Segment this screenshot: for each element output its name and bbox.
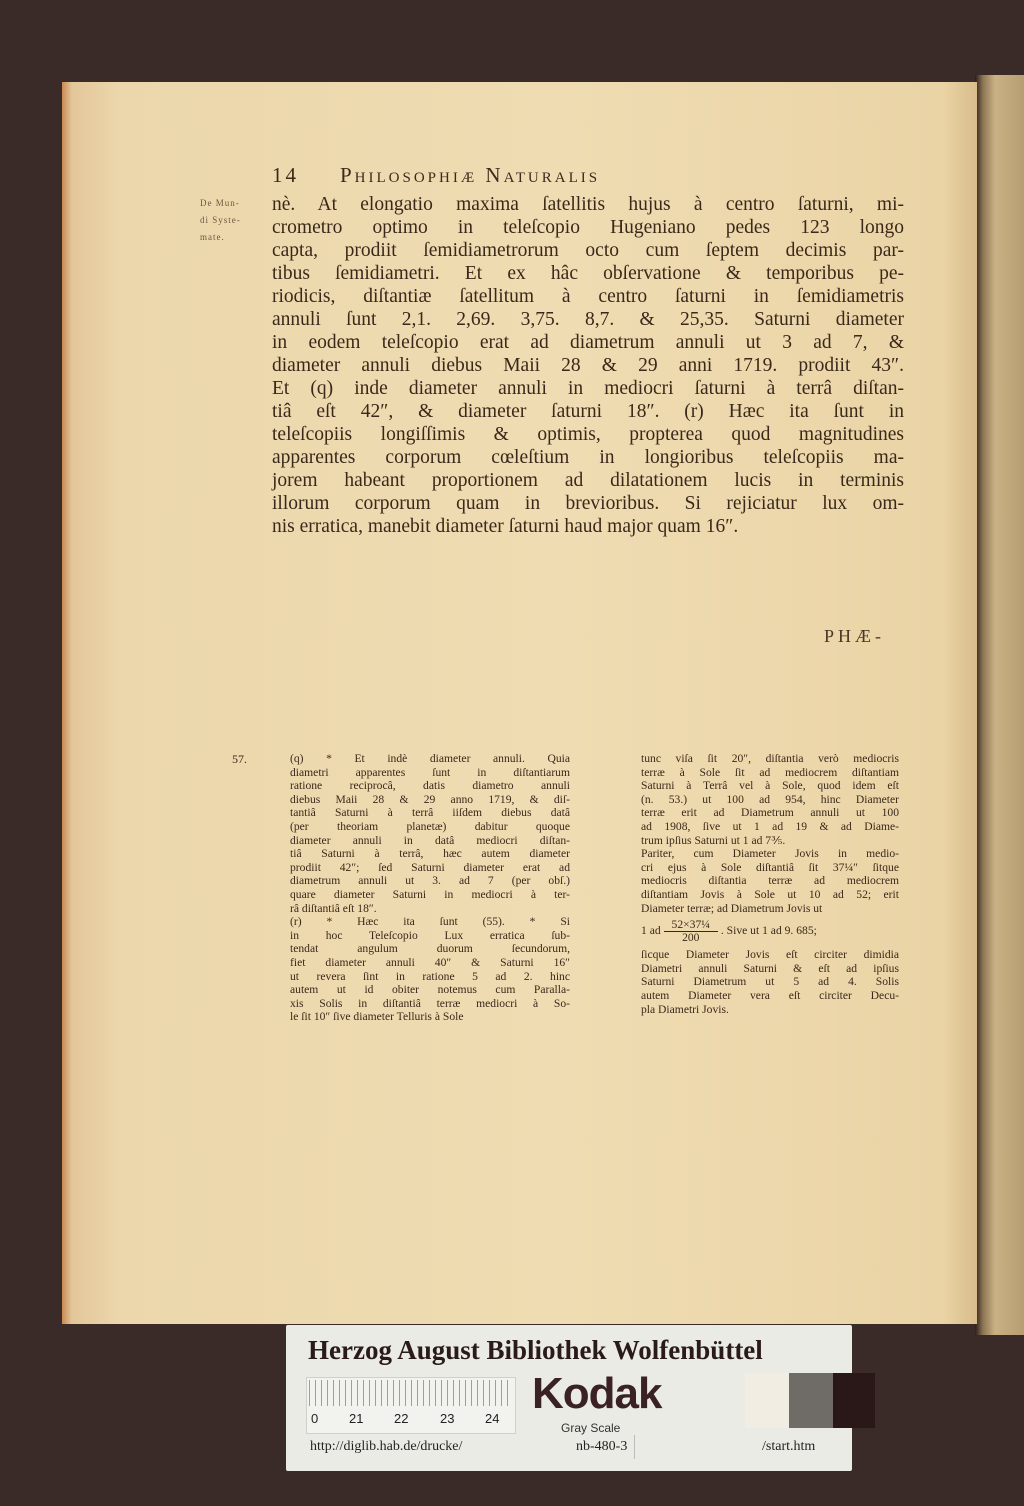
shelfmark: nb-480-3 — [576, 1439, 628, 1454]
text-line: diameter annuli diebus Maii 28 & 29 anni 1719. prodiit 43″. — [272, 355, 904, 376]
footnotes-left-column — [290, 752, 570, 1024]
text-line: mediocris diſtantia terræ ad mediocrem — [641, 874, 899, 888]
ruler-label: 24 — [485, 1411, 500, 1426]
kodak-logo: Kodak — [532, 1369, 662, 1418]
text-line: apparentes corporum cœleſtium in longioribus teleſcopiis ma- — [272, 447, 904, 468]
text-line: fiet diameter annuli 40″ & Saturni 16″ — [290, 955, 570, 969]
text-line: riodicis, diſtantiæ ſatellitum à centro ſaturni in ſemidiametris — [272, 286, 904, 307]
text-line: nè. At elongatio maxima ſatellitis hujus à centro ſaturni, mi- — [272, 194, 904, 215]
text-line: Diameter terræ; ad Diametrum Jovis ut — [641, 901, 823, 915]
text-line: Diametri annuli Saturni & eſt ad ipſius — [641, 961, 899, 975]
text-line: Saturni à Terrâ vel à Sole, quod idem eſt — [641, 779, 899, 793]
text-line: ad 1908, ſive ut 1 ad 19 & ad Diame- — [641, 819, 899, 833]
text-line: le ſit 10″ ſive diameter Telluris à Sole — [290, 1010, 464, 1024]
margin-note-line: De Mun- — [200, 198, 240, 208]
url-right: /start.htm — [762, 1439, 816, 1454]
text-line: râ diſtantiâ eſt 18″. — [290, 901, 377, 915]
library-name: Herzog August Bibliothek Wolfenbüttel — [308, 1335, 763, 1365]
page-header — [272, 163, 832, 189]
main-text — [272, 193, 904, 538]
text-line: (r) * Hæc ita ſunt (55). * Si — [290, 915, 570, 929]
text-line: (per theoriam planetæ) dabitur quoque — [290, 819, 570, 833]
bleed-through-text — [285, 602, 905, 722]
text-line: diebus Maii 28 & 29 anno 1719, & diſ- — [290, 792, 570, 806]
text-line: ſicque Diameter Jovis eſt circiter dimidia — [641, 948, 899, 962]
section-number: 57. — [232, 752, 247, 766]
text-line: in hoc Teleſcopio Lux erratica ſub- — [290, 928, 570, 942]
text-line: autem Diameter vera eſt circiter Decu- — [641, 988, 899, 1002]
fraction — [664, 919, 718, 944]
divider — [634, 1435, 635, 1459]
text-line: (n. 53.) ut 100 ad 954, hinc Diameter — [641, 792, 899, 806]
text-line: autem ut id obiter notemus cum Paralla- — [290, 983, 570, 997]
ruler-label: 21 — [349, 1411, 364, 1426]
url-left: http://diglib.hab.de/drucke/ — [310, 1439, 463, 1454]
text-line: prodiit 42″; ſed Saturni diameter erat ad — [290, 860, 570, 874]
fraction-numerator: 52×37¼ — [664, 919, 718, 932]
formula-prefix: 1 ad — [641, 924, 661, 938]
text-line: quare diameter Saturni in mediocri à ter- — [290, 887, 570, 901]
gray-swatch-dark — [833, 1373, 875, 1428]
text-line: tantiâ Saturni à terrâ iiſdem diebus datâ — [290, 806, 570, 820]
text-line: xis Solis in diſtantiâ terræ mediocri à So- — [290, 996, 570, 1010]
catchword: PHÆ- — [824, 626, 886, 646]
text-line: illorum corporum quam in brevioribus. Si rejiciatur lux om- — [272, 493, 904, 514]
margin-note — [200, 195, 270, 246]
text-line: ut revera ſint in ratione 5 ad 2. hinc — [290, 969, 570, 983]
ruler-label: 22 — [394, 1411, 409, 1426]
text-line: terræ à Sole ſit ad mediocrem diſtantiam — [641, 765, 899, 779]
text-line: diametrum annuli ut 3. ad 7 (per obſ.) — [290, 874, 570, 888]
text-line: nis erratica, manebit diameter ſaturni haud major quam 16″. — [272, 516, 739, 537]
text-line: Saturni Diametrum ut 5 ad 4. Solis — [641, 975, 899, 989]
ruler-label: 23 — [440, 1411, 455, 1426]
text-line: Et (q) inde diameter annuli in mediocri ſaturni à terrâ diſtan- — [272, 378, 904, 399]
text-line: annuli ſunt 2,1. 2,69. 3,75. 8,7. & 25,35. Saturni diameter — [272, 309, 904, 330]
formula-suffix: . Sive ut 1 ad 9. 685; — [720, 924, 817, 938]
ruler-ticks — [309, 1380, 513, 1406]
margin-note-line: mate. — [200, 232, 225, 242]
text-line: tendat angulum duorum ſecundorum, — [290, 942, 570, 956]
text-line: capta, prodiit ſemidiametrorum octo cum ſeptem decimis par- — [272, 240, 904, 261]
text-line: tunc viſa ſit 20″, diſtantia verò mediocris — [641, 752, 899, 765]
text-line: jorem habeant proportionem ad dilatationem lucis in terminis — [272, 470, 904, 491]
text-line: in eodem teleſcopio erat ad diametrum annuli ut 3 ad 7, & — [272, 332, 904, 353]
fraction-denominator: 200 — [682, 931, 700, 945]
text-line: ratione reciprocâ, datis diametro annuli — [290, 779, 570, 793]
text-line: trum ipſius Saturni ut 1 ad 7⅗. — [641, 833, 786, 847]
text-line: pla Diametri Jovis. — [641, 1002, 729, 1016]
text-line: diſtantiam Jovis à Sole ut 10 ad 52; erit — [641, 887, 899, 901]
text-line: (q) * Et indè diameter annuli. Quia — [290, 752, 570, 765]
gray-swatch-white — [745, 1373, 789, 1428]
margin-note-line: di Syste- — [200, 215, 241, 225]
text-line: diametri apparentes ſunt in diſtantiarum — [290, 765, 570, 779]
text-line: tibus ſemidiametri. Et ex hâc obſervatione & temporibus pe- — [272, 263, 904, 284]
text-line: terræ erit ad Diametrum annuli ut 100 — [641, 806, 899, 820]
text-line: Pariter, cum Diameter Jovis in medio- — [641, 847, 899, 861]
adjacent-page-edge — [975, 75, 1024, 1335]
text-line: diameter annuli in datâ mediocri diſtan- — [290, 833, 570, 847]
running-title: Philosophiæ Naturalis — [340, 163, 601, 187]
text-line: crometro optimo in teleſcopio Hugeniano pedes 123 longo — [272, 217, 904, 238]
footnotes-right-column — [641, 752, 899, 1016]
scan-reference-card — [286, 1325, 852, 1471]
gray-scale-label: Gray Scale — [561, 1421, 621, 1435]
text-line: tiâ eſt 42″, & diameter ſaturni 18″. (r) Hæc ita ſunt in — [272, 401, 904, 422]
text-line: tiâ Saturni à terrâ, hæc autem diameter — [290, 847, 570, 861]
formula — [641, 919, 899, 944]
text-line: teleſcopiis longiſſimis & optimis, propterea quod magnitudines — [272, 424, 904, 445]
ruler — [306, 1377, 516, 1434]
page-number: 14 — [272, 163, 299, 187]
gray-swatch-mid — [789, 1373, 833, 1428]
text-line: cri ejus à Sole diſtantiâ ſit 37¼″ ſitque — [641, 860, 899, 874]
ruler-label: 0 — [311, 1411, 319, 1426]
